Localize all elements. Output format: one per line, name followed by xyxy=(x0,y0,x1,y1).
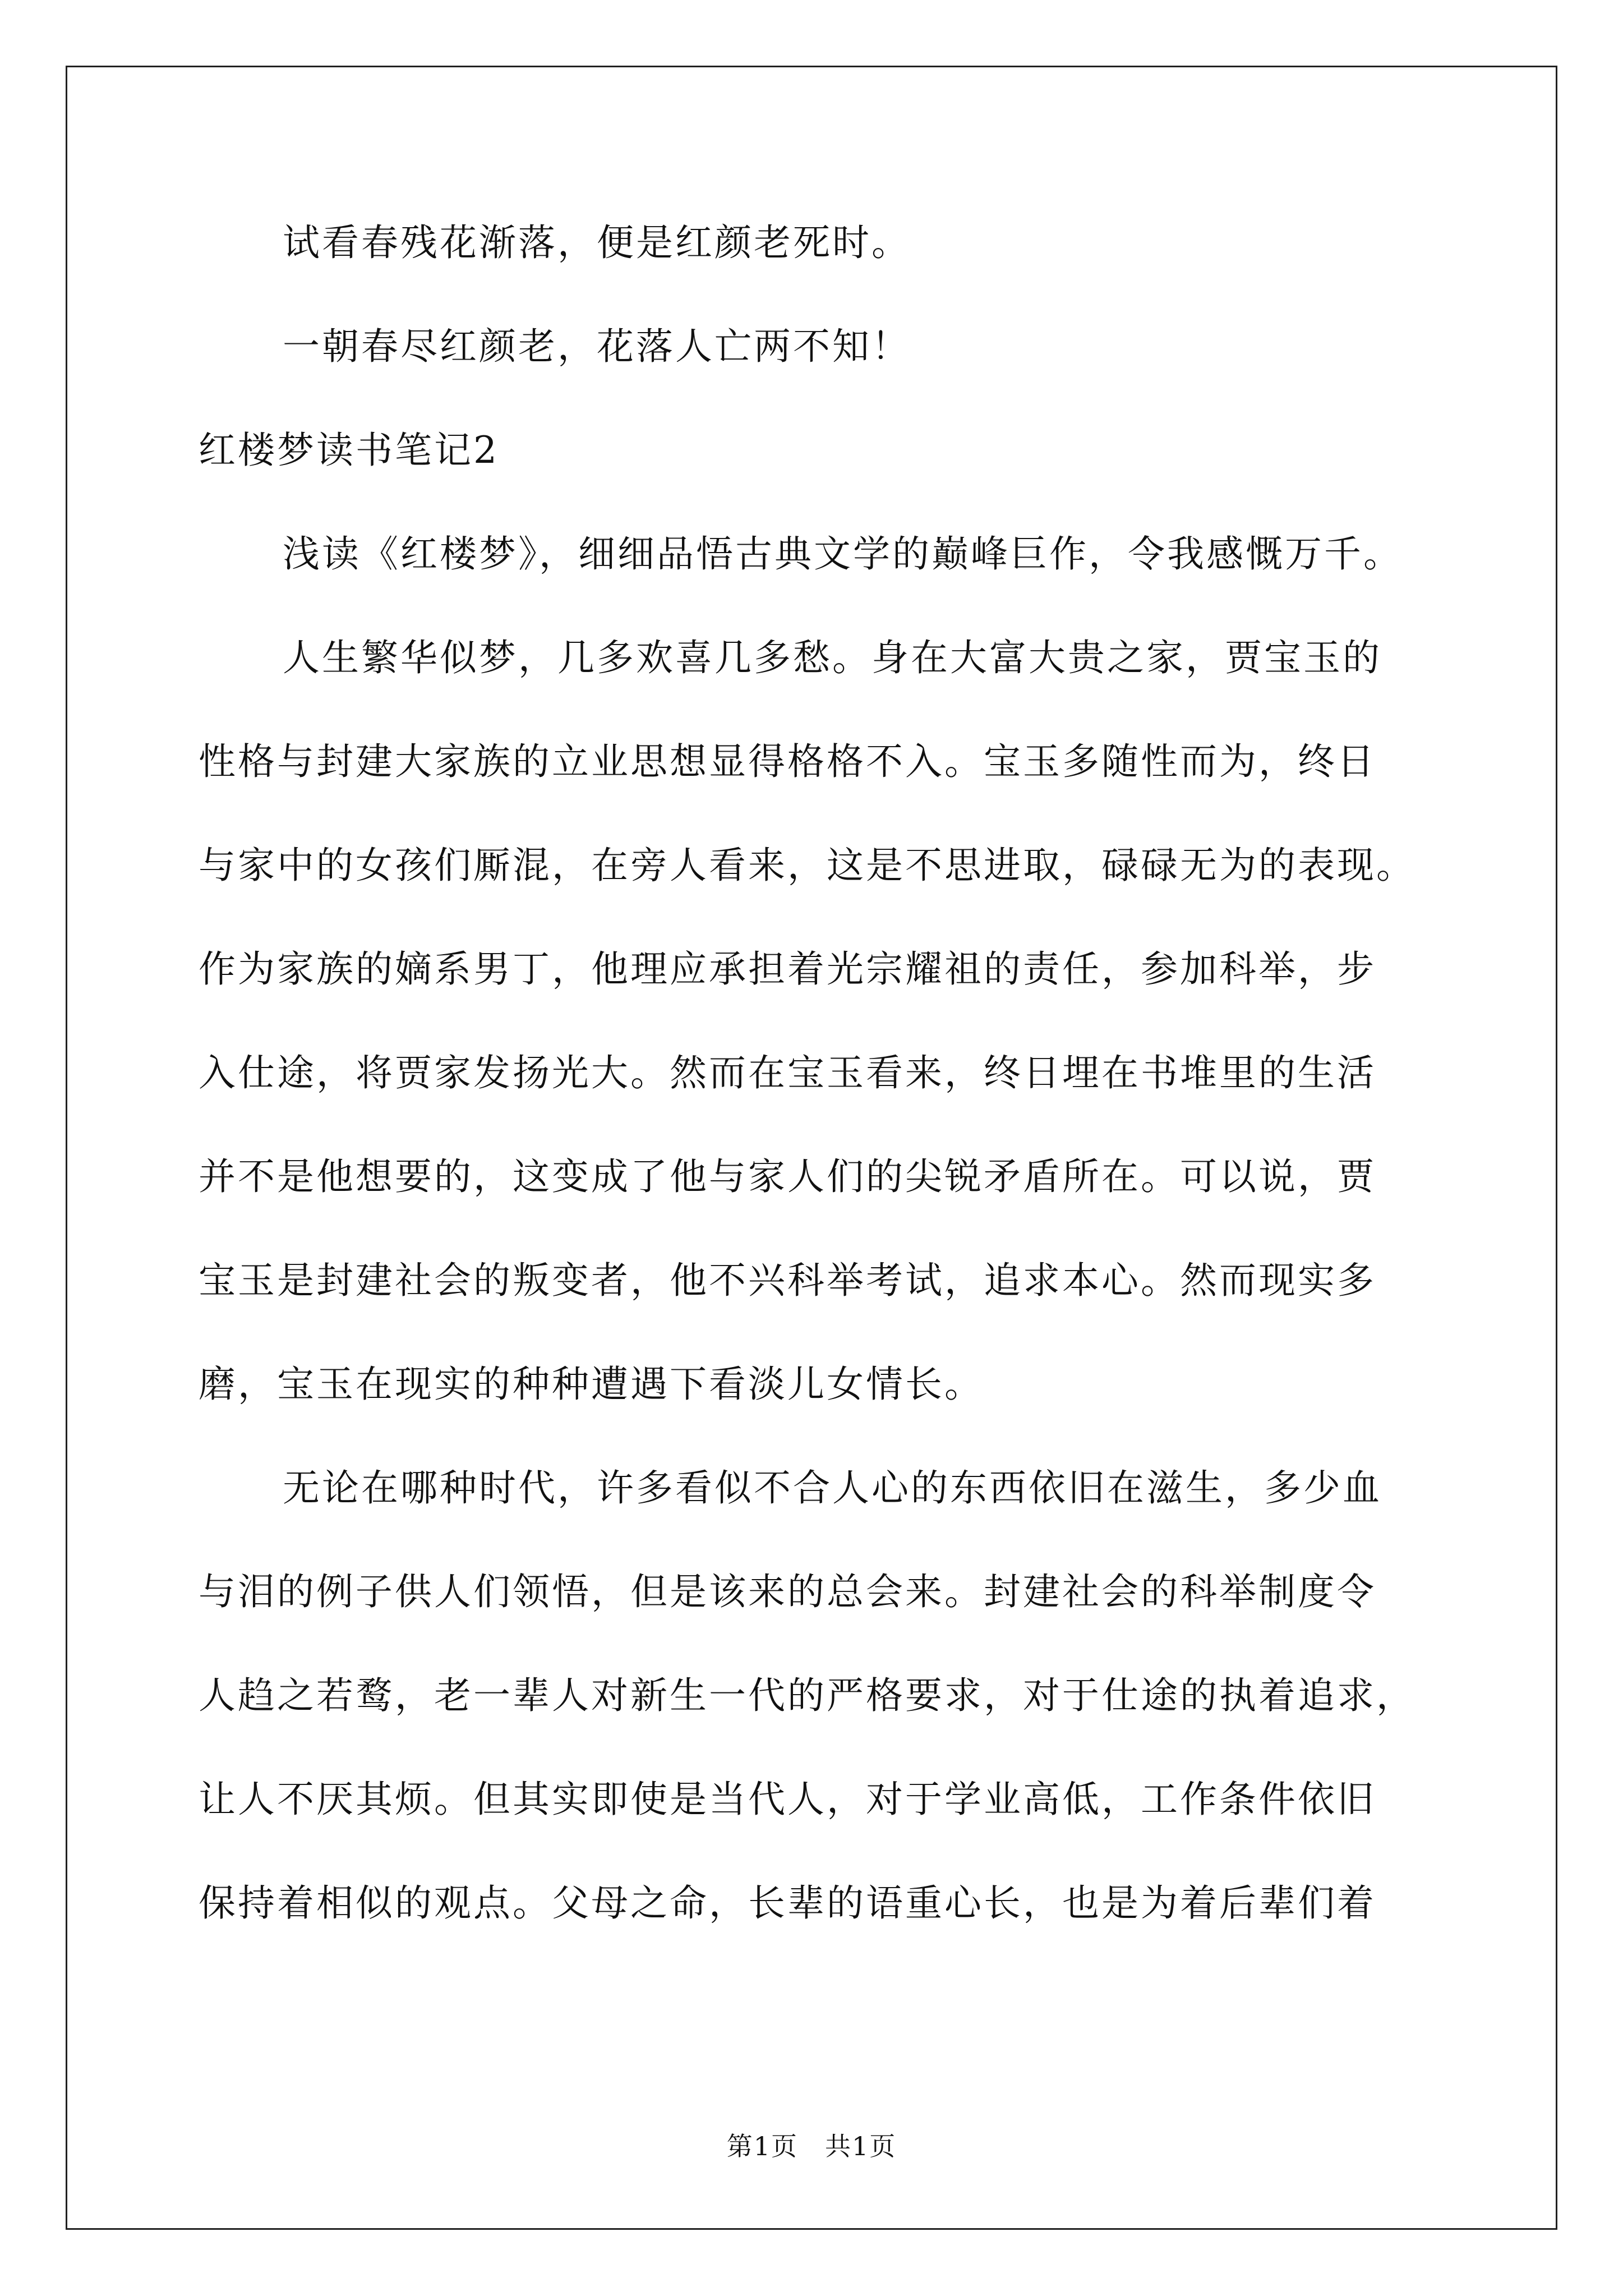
paragraph-line: 磨，宝玉在现实的种种遭遇下看淡儿女情长。 xyxy=(199,1363,984,1406)
page-footer: 第1页 共1页 xyxy=(726,2131,897,2161)
paragraph-line: 入仕途，将贾家发扬光大。然而在宝玉看来，终日埋在书堆里的生活 xyxy=(199,1051,1376,1094)
paragraph-line: 与家中的女孩们厮混，在旁人看来，这是不思进取，碌碌无为的表现。 xyxy=(199,844,1415,887)
paragraph-line: 并不是他想要的，这变成了他与家人们的尖锐矛盾所在。可以说，贾 xyxy=(199,1155,1376,1198)
section-heading: 红楼梦读书笔记2 xyxy=(199,429,499,472)
paragraph-line: 让人不厌其烦。但其实即使是当代人，对于学业高低，工作条件依旧 xyxy=(199,1778,1376,1821)
paragraph-line: 人趋之若鹜，老一辈人对新生一代的严格要求，对于仕途的执着追求， xyxy=(199,1674,1415,1717)
paragraph-line: 保持着相似的观点。父母之命，长辈的语重心长，也是为着后辈们着 xyxy=(199,1881,1376,1925)
paragraph-line: 与泪的例子供人们领悟，但是该来的总会来。封建社会的科举制度令 xyxy=(199,1570,1376,1613)
paragraph-line: 无论在哪种时代，许多看似不合人心的东西依旧在滋生，多少血 xyxy=(283,1466,1382,1510)
paragraph-line: 人生繁华似梦，几多欢喜几多愁。身在大富大贵之家，贾宝玉的 xyxy=(283,636,1382,679)
paragraph-line: 宝玉是封建社会的叛变者，他不兴科举考试，追求本心。然而现实多 xyxy=(199,1259,1376,1302)
paragraph-line: 浅读《红楼梦》，细细品悟古典文学的巅峰巨作，令我感慨万千。 xyxy=(283,532,1403,576)
paragraph-line: 性格与封建大家族的立业思想显得格格不入。宝玉多随性而为，终日 xyxy=(199,740,1376,783)
paragraph-line: 作为家族的嫡系男丁，他理应承担着光宗耀祖的责任，参加科举，步 xyxy=(199,947,1376,991)
poem-line: 试看春残花渐落，便是红颜老死时。 xyxy=(283,221,911,264)
poem-line: 一朝春尽红颜老，花落人亡两不知！ xyxy=(283,325,911,368)
